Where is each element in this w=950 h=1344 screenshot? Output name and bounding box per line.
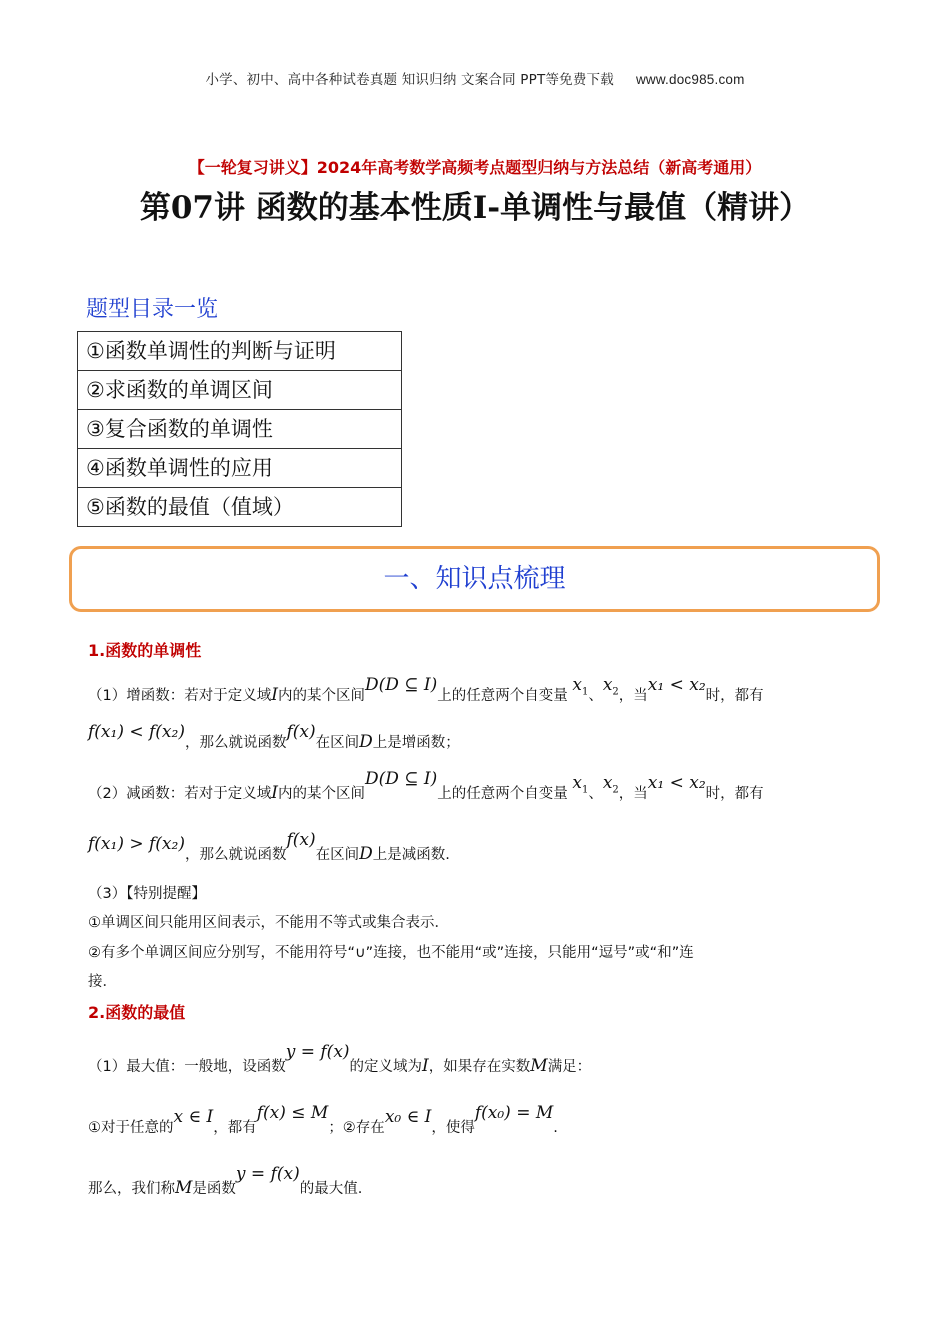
toc-item: ⑤函数的最值（值域） — [78, 488, 402, 527]
header-text: 小学、初中、高中各种试卷真题 知识归纳 文案合同 PPT等免费下载 — [205, 72, 614, 88]
max-def-line2: ①对于任意的x ∈ I，都有f(x) ≤ M；②存在x₀ ∈ I，使得f(x₀) = M. — [88, 1103, 558, 1136]
section-1-title: 1.函数的单调性 — [88, 641, 202, 660]
page-title: 第07讲 函数的基本性质Ⅰ-单调性与最值（精讲） — [139, 190, 811, 226]
special-note-2: ②有多个单调区间应分别写，不能用符号“∪”连接，也不能用“或”连接，只能用“逗号”或“和”连 — [88, 945, 694, 961]
decreasing-def-line1: （2）减函数：若对于定义域I内的某个区间D(D ⊆ I)上的任意两个自变量 $x_1$、$x_2$，当x₁ < x₂时，都有 — [88, 769, 764, 803]
increasing-def-line2: f(x₁) < f(x₂)，那么就说函数f(x)在区间D上是增函数； — [88, 722, 460, 752]
header-site-link[interactable]: www.doc985.com — [635, 72, 745, 87]
toc-item: ③复合函数的单调性 — [78, 410, 402, 449]
special-note-title: （3）【特别提醒】 — [88, 886, 206, 902]
toc-item: ②求函数的单调区间 — [78, 371, 402, 410]
increasing-def-line1: （1）增函数：若对于定义域I内的某个区间D(D ⊆ I)上的任意两个自变量 $x_1$、$x_2$，当x₁ < x₂时，都有 — [88, 675, 764, 705]
max-def-conclusion: 那么，我们称M是函数y = f(x)的最大值. — [88, 1164, 363, 1198]
decreasing-def-line2: f(x₁) > f(x₂)，那么就说函数f(x)在区间D上是减函数. — [88, 830, 450, 864]
section-banner: 一、知识点梳理 — [69, 546, 880, 612]
max-def-line1: （1）最大值：一般地，设函数y = f(x)的定义域为I，如果存在实数M满足： — [88, 1042, 592, 1076]
page-header — [0, 68, 950, 88]
toc-item: ①函数单调性的判断与证明 — [78, 332, 402, 371]
special-note-2-cont: 接． — [88, 974, 117, 990]
toc-item: ④函数单调性的应用 — [78, 449, 402, 488]
special-note-1: ①单调区间只能用区间表示，不能用不等式或集合表示． — [88, 915, 449, 931]
series-title: 【一轮复习讲义】2024年高考数学高频考点题型归纳与方法总结（新高考通用） — [188, 158, 762, 177]
toc-heading: 题型目录一览 — [86, 297, 219, 322]
toc-table — [77, 331, 402, 527]
section-2-title: 2.函数的最值 — [88, 1003, 186, 1022]
